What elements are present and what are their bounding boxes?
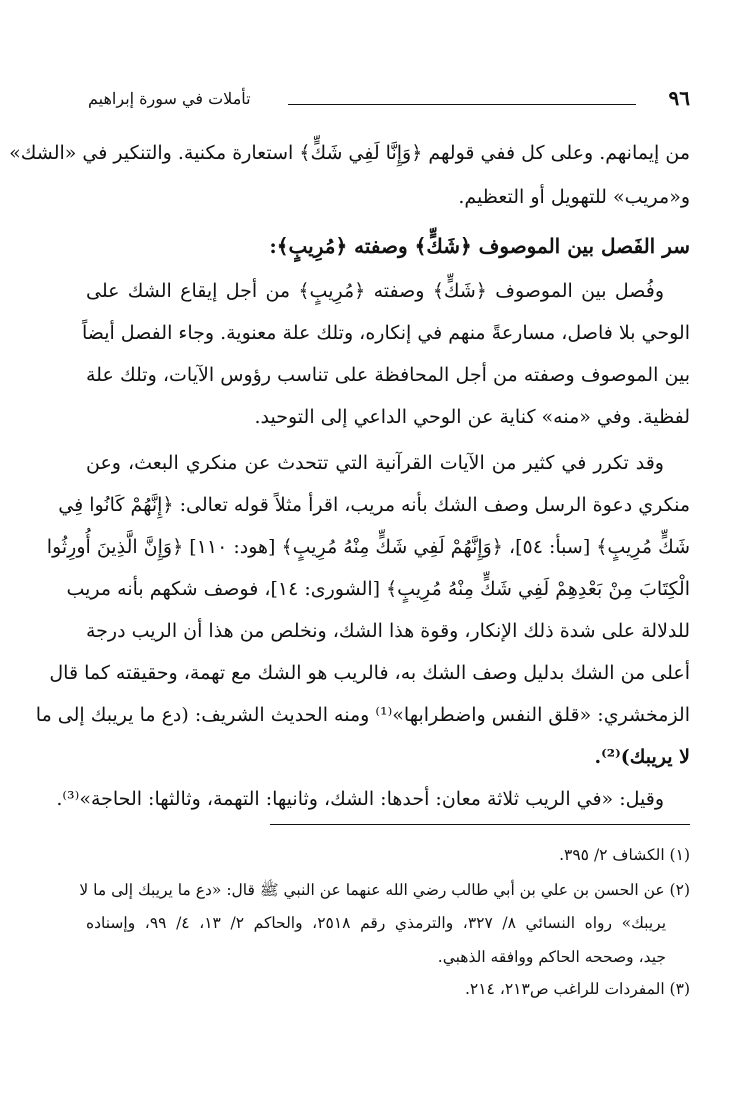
body-line-1: من إيمانهم. وعلى كل ففي قولهم ﴿وَإِنَّا لَفِي شَكٍّ﴾ استعارة مكنية. والتنكير في «الشك» [9,142,690,164]
footnote-2-line-3: جيد، وصححه الحاكم ووافقه الذهبي. [437,948,666,966]
page-number: ٩٦ [668,86,690,110]
body-line-14: لا يريبك)⁽²⁾. [594,746,690,768]
body-line-3: وفُصل بين الموصوف ﴿شَكٍّ﴾ وصفته ﴿مُرِيبٍ﴾ من أجل إيقاع الشك على [86,280,664,302]
body-line-2: و«مريب» للتهويل أو التعظيم. [458,186,690,208]
body-line-13: الزمخشري: «قلق النفس واضطرابها»⁽¹⁾ ومنه الحديث الشريف: (دع ما يريبك إلى ما [35,704,690,726]
footnote-2-line-2: يريبك» رواه النسائي ٨/ ٣٢٧، والترمذي رقم ٢٥١٨، والحاكم ٢/ ١٣، ٤/ ٩٩، وإسناده [86,914,667,932]
page-header [88,86,690,120]
body-line-11: للدلالة على شدة ذلك الإنكار، وقوة هذا الشك، ونخلص من هذا أن الريب درجة [86,620,690,642]
body-line-10: الْكِتَابَ مِنْ بَعْدِهِمْ لَفِي شَكٍّ مِنْهُ مُرِيبٍ﴾ [الشورى: ١٤]، فوصف شكهم بأنه مريب [66,578,690,600]
body-line-5: بين الموصوف وصفته من أجل المحافظة على تناسب رؤوس الآيات، وتلك علة [86,364,690,386]
running-title: تأملات في سورة إبراهيم [88,89,251,108]
footnote-rule [270,824,690,825]
footnote-1: (١) الكشاف ٢/ ٣٩٥. [559,846,690,864]
body-line-8: منكري دعوة الرسل وصف الشك بأنه مريب، اقرأ مثلاً قوله تعالى: ﴿إِنَّهُمْ كَانُوا فِي [58,494,690,516]
body-line-12: أعلى من الشك بدليل وصف الشك به، فالريب هو الشك مع تهمة، وحقيقته كما قال [49,662,690,684]
body-line-4: الوحي بلا فاصل، مسارعةً منهم في إنكاره، وتلك علة معنوية. وجاء الفصل أيضاً [81,322,690,344]
section-heading: سر الفَصل بين الموصوف ﴿شَكٍّ﴾ وصفته ﴿مُرِيبٍ﴾: [269,234,690,258]
body-line-6: لفظية. وفي «منه» كناية عن الوحي الداعي إلى التوحيد. [254,406,690,428]
header-rule [288,104,636,105]
footnote-2-line-1: (٢) عن الحسن بن علي بن أبي طالب رضي الله عنهما عن النبي ﷺ قال: «دع ما يريبك إلى ما لا [79,881,690,899]
body-line-9: شَكٍّ مُرِيبٍ﴾ [سبأ: ٥٤]، ﴿وَإِنَّهُمْ لَفِي شَكٍّ مِنْهُ مُرِيبٍ﴾ [هود: ١١٠] ﴿وَإِنَّ الَّذِينَ أُورِثُوا [46,536,690,558]
footnote-3: (٣) المفردات للراغب ص٢١٣، ٢١٤. [464,980,690,998]
body-line-15: وقيل: «في الريب ثلاثة معان: أحدها: الشك، وثانيها: التهمة، وثالثها: الحاجة»⁽³⁾. [56,788,664,810]
body-line-7: وقد تكرر في كثير من الآيات القرآنية التي تتحدث عن منكري البعث، وعن [86,452,664,474]
